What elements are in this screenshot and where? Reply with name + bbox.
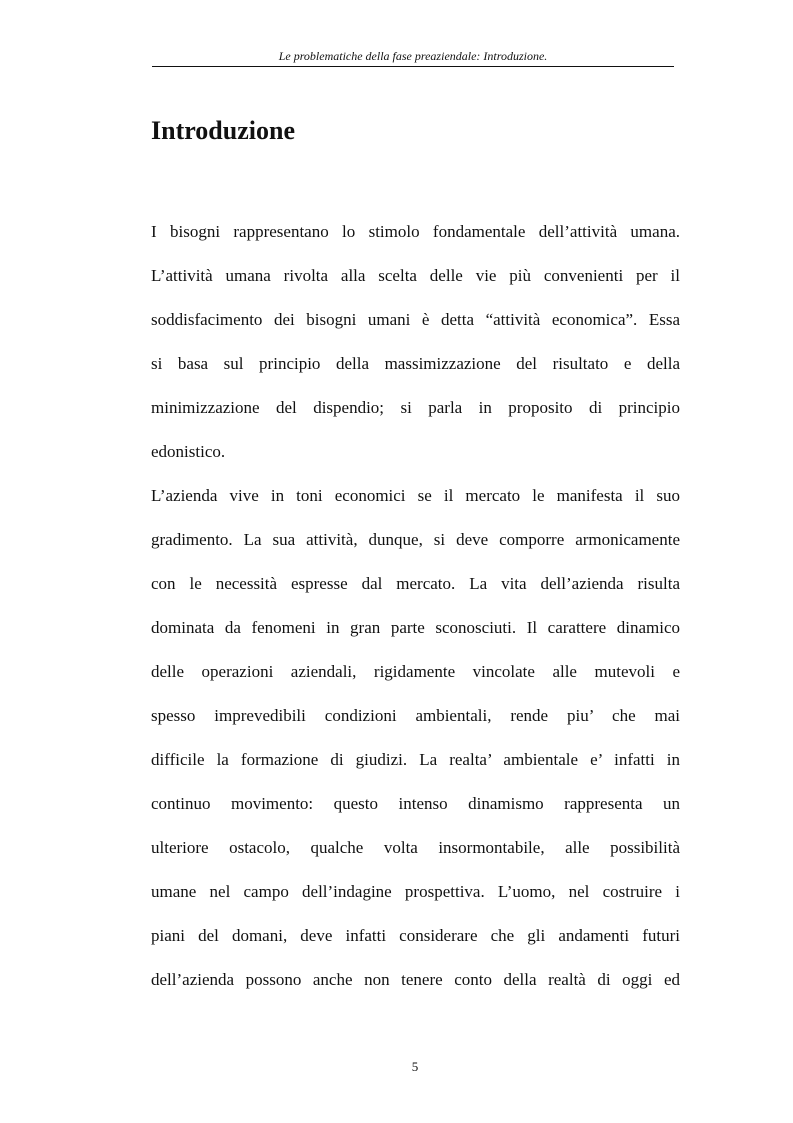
text-line: dominata da fenomeni in gran parte sconosciuti. Il carattere dinamico <box>151 618 680 637</box>
text-line: continuo movimento: questo intenso dinamismo rappresenta un <box>151 794 680 813</box>
running-header: Le problematiche della fase preaziendale: Introduzione. <box>278 49 548 63</box>
text-line: dell’azienda possono anche non tenere conto della realtà di oggi ed <box>151 970 680 989</box>
text-line: minimizzazione del dispendio; si parla in proposito di principio <box>151 398 680 417</box>
text-line: gradimento. La sua attività, dunque, si deve comporre armonicamente <box>151 530 680 549</box>
page-title: Introduzione <box>151 116 295 145</box>
text-line: L’azienda vive in toni economici se il mercato le manifesta il suo <box>151 486 680 505</box>
text-line: piani del domani, deve infatti considerare che gli andamenti futuri <box>151 926 680 945</box>
header-rule <box>152 66 674 67</box>
text-line: si basa sul principio della massimizzazione del risultato e della <box>151 354 680 373</box>
text-line: spesso imprevedibili condizioni ambientali, rende piu’ che mai <box>151 706 680 725</box>
text-line: difficile la formazione di giudizi. La realta’ ambientale e’ infatti in <box>151 750 680 769</box>
text-line: umane nel campo dell’indagine prospettiva. L’uomo, nel costruire i <box>151 882 680 901</box>
text-line: con le necessità espresse dal mercato. La vita dell’azienda risulta <box>151 574 680 593</box>
text-line: soddisfacimento dei bisogni umani è detta “attività economica”. Essa <box>151 310 680 329</box>
text-line: edonistico. <box>151 442 226 461</box>
text-line: L’attività umana rivolta alla scelta delle vie più convenienti per il <box>151 266 680 285</box>
body-text <box>151 218 680 1010</box>
text-line: ulteriore ostacolo, qualche volta insormontabile, alle possibilità <box>151 838 680 857</box>
page-number: 5 <box>411 1059 419 1074</box>
text-line: delle operazioni aziendali, rigidamente vincolate alle mutevoli e <box>151 662 680 681</box>
text-line: I bisogni rappresentano lo stimolo fondamentale dell’attività umana. <box>151 222 680 241</box>
